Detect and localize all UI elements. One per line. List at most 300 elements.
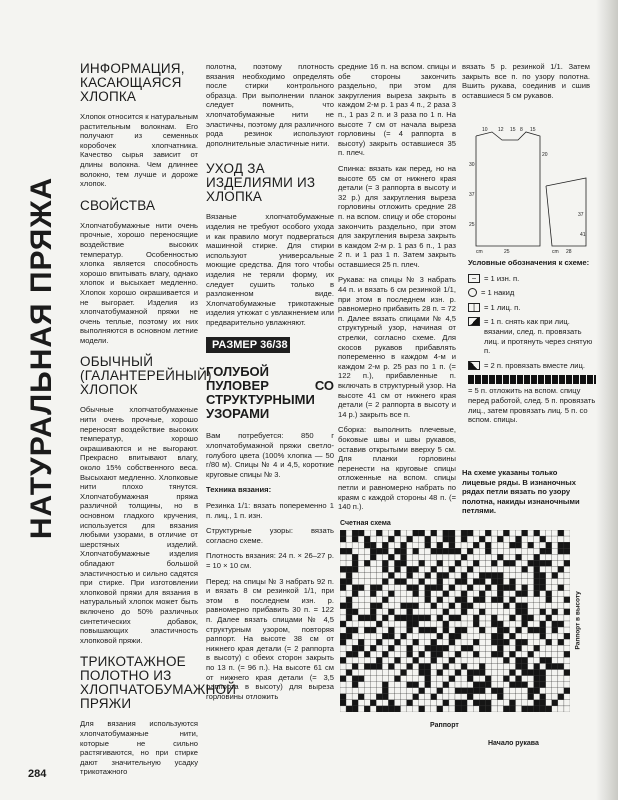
svg-text:20: 20: [542, 152, 548, 158]
svg-text:41: 41: [580, 232, 586, 238]
chart-cell: [358, 621, 364, 627]
chart-cell: [425, 694, 431, 700]
chart-cell: [394, 579, 400, 585]
chart-cell: [461, 597, 467, 603]
chart-cell: [407, 706, 413, 712]
chart-cell: [509, 603, 515, 609]
chart-cell: [528, 700, 534, 706]
chart-cell: [413, 645, 419, 651]
chart-cell: [425, 663, 431, 669]
chart-cell: [546, 609, 552, 615]
chart-cell: [413, 591, 419, 597]
chart-cell: [558, 572, 564, 578]
chart-cell: [437, 657, 443, 663]
chart-cell: [534, 560, 540, 566]
chart-cell: [467, 554, 473, 560]
chart-cell: [509, 627, 515, 633]
chart-cell: [449, 633, 455, 639]
chart-cell: [534, 700, 540, 706]
chart-cell: [352, 560, 358, 566]
chart-cell: [528, 645, 534, 651]
chart-cell: [340, 621, 346, 627]
chart-cell: [534, 548, 540, 554]
chart-cell: [370, 566, 376, 572]
chart-cell: [382, 645, 388, 651]
chart-cell: [473, 603, 479, 609]
chart-cell: [509, 700, 515, 706]
chart-cell: [352, 585, 358, 591]
chart-cell: [425, 615, 431, 621]
chart-cell: [407, 627, 413, 633]
chart-cell: [388, 651, 394, 657]
chart-cell: [346, 536, 352, 542]
chart-cell: [340, 645, 346, 651]
chart-cell: [522, 609, 528, 615]
chart-cell: [461, 657, 467, 663]
chart-cell: [449, 603, 455, 609]
chart-cell: [364, 627, 370, 633]
chart-cell: [564, 663, 570, 669]
chart-cell: [388, 597, 394, 603]
legend-text-purl: = 1 изн. п.: [484, 273, 520, 283]
chart-cell: [516, 663, 522, 669]
chart-cell: [509, 572, 515, 578]
chart-cell: [394, 682, 400, 688]
chart-cell: [346, 663, 352, 669]
chart-cell: [394, 566, 400, 572]
chart-cell: [522, 579, 528, 585]
legend-row-knit: [468, 303, 596, 313]
chart-cell: [552, 676, 558, 682]
chart-cell: [382, 615, 388, 621]
chart-cell: [419, 579, 425, 585]
chart-cell: [370, 676, 376, 682]
chart-cell: [564, 651, 570, 657]
chart-cell: [473, 536, 479, 542]
svg-text:8: 8: [520, 127, 523, 133]
chart-cell: [358, 597, 364, 603]
chart-cell: [534, 627, 540, 633]
chart-cell: [388, 530, 394, 536]
chart-cell: [419, 560, 425, 566]
chart-cell: [394, 542, 400, 548]
chart-cell: [388, 657, 394, 663]
chart-cell: [431, 609, 437, 615]
chart-cell: [497, 688, 503, 694]
chart-cell: [552, 670, 558, 676]
chart-cell: [352, 566, 358, 572]
chart-cell: [491, 639, 497, 645]
chart-cell: [407, 682, 413, 688]
chart-cell: [528, 639, 534, 645]
chart-cell: [516, 560, 522, 566]
chart-cell: [540, 566, 546, 572]
chart-cell: [394, 663, 400, 669]
chart-cell: [358, 651, 364, 657]
chart-cell: [443, 663, 449, 669]
chart-cell: [382, 627, 388, 633]
chart-cell: [443, 682, 449, 688]
chart-cell: [546, 682, 552, 688]
chart-cell: [497, 591, 503, 597]
chart-cell: [461, 682, 467, 688]
legend-row-ssk: [468, 317, 596, 355]
chart-cell: [425, 530, 431, 536]
chart-cell: [376, 572, 382, 578]
chart-cell: [552, 560, 558, 566]
chart-cell: [364, 688, 370, 694]
chart-cell: [467, 591, 473, 597]
chart-cell: [394, 670, 400, 676]
chart-cell: [370, 603, 376, 609]
chart-cell: [534, 597, 540, 603]
chart-cell: [528, 670, 534, 676]
chart-cell: [413, 530, 419, 536]
chart-cell: [552, 603, 558, 609]
chart-cell: [503, 560, 509, 566]
chart-cell: [516, 542, 522, 548]
chart-cell: [425, 597, 431, 603]
chart-cell: [479, 572, 485, 578]
chart-cell: [352, 633, 358, 639]
chart-cell: [370, 530, 376, 536]
chart-cell: [497, 603, 503, 609]
chart-cell: [340, 560, 346, 566]
chart-cell: [552, 585, 558, 591]
chart-cell: [473, 548, 479, 554]
chart-cell: [479, 591, 485, 597]
chart-cell: [564, 536, 570, 542]
chart-cell: [364, 579, 370, 585]
chart-cell: [437, 572, 443, 578]
chart-cell: [419, 572, 425, 578]
chart-cell: [564, 566, 570, 572]
chart-cell: [413, 615, 419, 621]
chart-cell: [467, 603, 473, 609]
chart-cell: [364, 530, 370, 536]
chart-cell: [516, 609, 522, 615]
chart-cell: [443, 645, 449, 651]
chart-cell: [394, 615, 400, 621]
chart-cell: [485, 597, 491, 603]
chart-cell: [467, 645, 473, 651]
chart-cell: [425, 548, 431, 554]
chart-cell: [467, 597, 473, 603]
chart-cell: [455, 597, 461, 603]
chart-cell: [491, 657, 497, 663]
chart-cell: [516, 706, 522, 712]
chart-cell: [431, 560, 437, 566]
chart-cell: [491, 645, 497, 651]
chart-cell: [443, 572, 449, 578]
chart-cell: [425, 585, 431, 591]
legend-row-purl: [468, 274, 596, 284]
chart-cell: [485, 560, 491, 566]
svg-text:30: 30: [469, 162, 475, 168]
chart-cell: [534, 585, 540, 591]
chart-cell: [491, 676, 497, 682]
chart-cell: [473, 700, 479, 706]
chart-cell: [467, 621, 473, 627]
chart-cell: [479, 700, 485, 706]
chart-cell: [413, 609, 419, 615]
chart-cell: [346, 621, 352, 627]
chart-cell: [382, 609, 388, 615]
chart-cell: [340, 536, 346, 542]
chart-cell: [558, 542, 564, 548]
chart-cell: [358, 663, 364, 669]
chart-cell: [419, 536, 425, 542]
chart-cell: [413, 639, 419, 645]
chart-cell: [407, 633, 413, 639]
chart-cell: [431, 627, 437, 633]
chart-cell: [461, 633, 467, 639]
chart-cell: [449, 591, 455, 597]
chart-cell: [503, 542, 509, 548]
chart-cell: [407, 700, 413, 706]
chart-cell: [449, 682, 455, 688]
chart-cell: [534, 633, 540, 639]
chart-cell: [473, 688, 479, 694]
chart-cell: [401, 548, 407, 554]
chart-cell: [340, 639, 346, 645]
chart-cell: [491, 585, 497, 591]
chart-cell: [473, 579, 479, 585]
chart-cell: [546, 566, 552, 572]
chart-cell: [394, 585, 400, 591]
chart-cell: [419, 585, 425, 591]
chart-cell: [407, 542, 413, 548]
chart-cell: [425, 676, 431, 682]
chart-cell: [497, 663, 503, 669]
chart-cell: [558, 609, 564, 615]
chart-cell: [401, 706, 407, 712]
chart-cell: [491, 615, 497, 621]
chart-cell: [491, 560, 497, 566]
chart-cell: [346, 591, 352, 597]
chart-cell: [376, 579, 382, 585]
chart-cell: [394, 688, 400, 694]
chart-cell: [552, 645, 558, 651]
chart-cell: [449, 663, 455, 669]
chart-cell: [473, 585, 479, 591]
chart-cell: [564, 609, 570, 615]
chart-cell: [455, 663, 461, 669]
chart-cell: [485, 572, 491, 578]
chart-cell: [388, 566, 394, 572]
chart-cell: [358, 633, 364, 639]
chart-cell: [376, 639, 382, 645]
chart-cell: [419, 663, 425, 669]
chart-cell: [552, 615, 558, 621]
chart-cell: [443, 597, 449, 603]
chart-cell: [552, 579, 558, 585]
chart-cell: [455, 706, 461, 712]
chart-cell: [370, 542, 376, 548]
chart-cell: [449, 694, 455, 700]
chart-cell: [546, 670, 552, 676]
chart-cell: [540, 579, 546, 585]
chart-cell: [522, 548, 528, 554]
chart-cell: [419, 621, 425, 627]
chart-cell: [449, 554, 455, 560]
chart-cell: [437, 542, 443, 548]
chart-cell: [455, 645, 461, 651]
chart-cell: [346, 670, 352, 676]
chart-cell: [388, 694, 394, 700]
chart-cell: [346, 633, 352, 639]
chart-cell: [425, 682, 431, 688]
chart-cell: [516, 554, 522, 560]
chart-cell: [558, 657, 564, 663]
chart-cell: [455, 682, 461, 688]
chart-cell: [358, 591, 364, 597]
chart-cell: [564, 706, 570, 712]
chart-cell: [467, 651, 473, 657]
chart-cell: [503, 566, 509, 572]
chart-cell: [509, 585, 515, 591]
chart-cell: [449, 639, 455, 645]
chart-cell: [376, 651, 382, 657]
chart-cell: [364, 591, 370, 597]
chart-cell: [449, 651, 455, 657]
chart-cell: [340, 566, 346, 572]
chart-cell: [528, 694, 534, 700]
chart-cell: [382, 694, 388, 700]
chart-cell: [437, 621, 443, 627]
chart-cell: [552, 572, 558, 578]
chart-cell: [364, 597, 370, 603]
chart-cell: [370, 597, 376, 603]
chart-cell: [364, 554, 370, 560]
legend-text-k2tog: = 2 п. провязать вместе лиц.: [484, 360, 585, 370]
chart-cell: [437, 639, 443, 645]
chart-cell: [558, 706, 564, 712]
chart-cell: [485, 694, 491, 700]
chart-cell: [376, 609, 382, 615]
chart-cell: [479, 651, 485, 657]
chart-cell: [401, 688, 407, 694]
chart-cell: [443, 700, 449, 706]
chart-cell: [370, 670, 376, 676]
chart-cell: [522, 645, 528, 651]
chart-cell: [437, 597, 443, 603]
chart-cell: [388, 536, 394, 542]
chart-cell: [479, 670, 485, 676]
chart-cell: [528, 609, 534, 615]
chart-cell: [437, 700, 443, 706]
chart-cell: [437, 603, 443, 609]
chart-cell: [401, 651, 407, 657]
chart-cell: [394, 651, 400, 657]
chart-cell: [419, 676, 425, 682]
chart-cell: [419, 645, 425, 651]
chart-cell: [528, 542, 534, 548]
chart-cell: [382, 560, 388, 566]
chart-cell: [491, 542, 497, 548]
chart-cell: [364, 536, 370, 542]
chart-cell: [419, 591, 425, 597]
chart-cell: [491, 591, 497, 597]
chart-cell: [522, 530, 528, 536]
chart-cell: [388, 670, 394, 676]
chart-cell: [449, 585, 455, 591]
chart-cell: [497, 579, 503, 585]
chart-cell: [443, 676, 449, 682]
chart-cell: [431, 579, 437, 585]
chart-cell: [528, 651, 534, 657]
chart-cell: [552, 694, 558, 700]
chart-cell: [425, 639, 431, 645]
chart-cell: [491, 548, 497, 554]
chart-cell: [370, 548, 376, 554]
chart-cell: [473, 633, 479, 639]
chart-cell: [540, 530, 546, 536]
chart-cell: [455, 700, 461, 706]
chart-cell: [497, 694, 503, 700]
chart-cell: [528, 706, 534, 712]
chart-cell: [346, 676, 352, 682]
chart-cell: [407, 554, 413, 560]
chart-cell: [534, 542, 540, 548]
chart-cell: [503, 682, 509, 688]
chart-cell: [413, 700, 419, 706]
chart-cell: [419, 603, 425, 609]
legend-text-yarnover: = 1 накид: [481, 288, 515, 298]
chart-cell: [552, 554, 558, 560]
chart-cell: [443, 670, 449, 676]
chart-cell: [443, 651, 449, 657]
chart-cell: [540, 706, 546, 712]
chart-cell: [352, 572, 358, 578]
chart-cell: [497, 585, 503, 591]
chart-cell: [413, 676, 419, 682]
chart-cell: [382, 548, 388, 554]
chart-cell: [455, 670, 461, 676]
chart-cell: [479, 566, 485, 572]
chart-cell: [358, 657, 364, 663]
chart-cell: [467, 530, 473, 536]
chart-cell: [479, 536, 485, 542]
chart-cell: [419, 694, 425, 700]
chart-cell: [552, 542, 558, 548]
chart-cell: [485, 670, 491, 676]
chart-cell: [497, 542, 503, 548]
chart-cell: [413, 560, 419, 566]
chart-cell: [407, 609, 413, 615]
chart-cell: [340, 657, 346, 663]
chart-cell: [455, 530, 461, 536]
chart-cell: [558, 651, 564, 657]
chart-cell: [564, 639, 570, 645]
chart-cell: [546, 579, 552, 585]
chart-cell: [503, 603, 509, 609]
chart-cell: [473, 530, 479, 536]
paragraph-neckline: средние 16 п. на вспом. спицы и обе стороны закончить раздельно, при этом для закругления выреза закрыть в каждом 2-м р. 1 раз 4 п., 2 раза 3 п., 1 раз 2 п. и 3 раза по 1 п. На высоте 7 см от начала выреза горловины (= 4 раппорта в высоту) закрыть оставшиеся 35 п. плеч.: [338, 62, 456, 158]
chart-cell: [425, 579, 431, 585]
chart-cell: [461, 554, 467, 560]
chart-cell: [497, 627, 503, 633]
column-1: [80, 61, 237, 783]
paragraph-assembly: Сборка: выполнить плечевые, боковые швы и швы рукавов, оставив открытыми вверху 5 см. Для планки горловины перенести на круговые спицы отложенные на вспом. спицы петли и равномерно набрать по краям с каждой стороны 48 п. (= 140 п.).: [338, 425, 456, 512]
chart-cell: [528, 682, 534, 688]
chart-cell: [346, 688, 352, 694]
chart-cell: [382, 700, 388, 706]
chart-cell: [552, 597, 558, 603]
chart-cell: [534, 706, 540, 712]
chart-cell: [503, 615, 509, 621]
chart-cell: [546, 530, 552, 536]
